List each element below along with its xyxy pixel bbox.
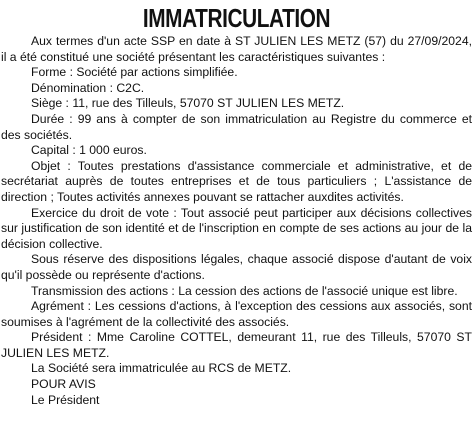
vote-paragraph: Exercice du droit de vote : Tout associé peut participer aux décisions collectives sur justification de son identité et de l'inscription en compte de ses actions au jour de la décision collective.	[1, 205, 472, 251]
duree-paragraph: Durée : 99 ans à compter de son immatriculation au Registre du commerce et des sociétés.	[1, 111, 472, 142]
rcs-line: La Société sera immatriculée au RCS de METZ.	[31, 361, 292, 376]
intro-paragraph: Aux termes d'un acte SSP en date à ST JULIEN LES METZ (57) du 27/09/2024, il a été constitué une société présentant les caractéristiques suivantes :	[1, 34, 472, 64]
voix-paragraph: Sous réserve des dispositions légales, chaque associé dispose d'autant de voix qu'il possède ou représente d'actions.	[1, 252, 472, 282]
signature-line: Le Président	[31, 392, 100, 407]
forme-line: Forme : Société par actions simplifiée.	[31, 65, 238, 80]
president-paragraph: Président : Mme Caroline COTTEL, demeurant 11, rue des Tilleuls, 57070 ST JULIEN LES METZ.	[1, 330, 472, 360]
capital-line: Capital : 1 000 euros.	[31, 143, 147, 158]
pour-avis-line: POUR AVIS	[31, 377, 96, 392]
notice-title: IMMATRICULATION	[142, 3, 331, 33]
siege-line: Siège : 11, rue des Tilleuls, 57070 ST JULIEN LES METZ.	[31, 96, 345, 111]
agrement-paragraph: Agrément : Les cessions d'actions, à l'exception des cessions aux associés, sont soumises à l'agrément de la collectivité des associés.	[1, 299, 472, 329]
denomination-line: Dénomination : C2C.	[31, 80, 145, 95]
objet-paragraph: Objet : Toutes prestations d'assistance commerciale et administrative, et de secrétariat auprès de toutes entreprises et de tous particuliers ; L'assistance de direction ; Toutes activités annexes pouvant se rattacher auxdites activités.	[1, 158, 472, 204]
transmission-line: Transmission des actions : La cession des actions de l'associé unique est libre.	[31, 283, 458, 298]
notice-body	[1, 34, 472, 408]
